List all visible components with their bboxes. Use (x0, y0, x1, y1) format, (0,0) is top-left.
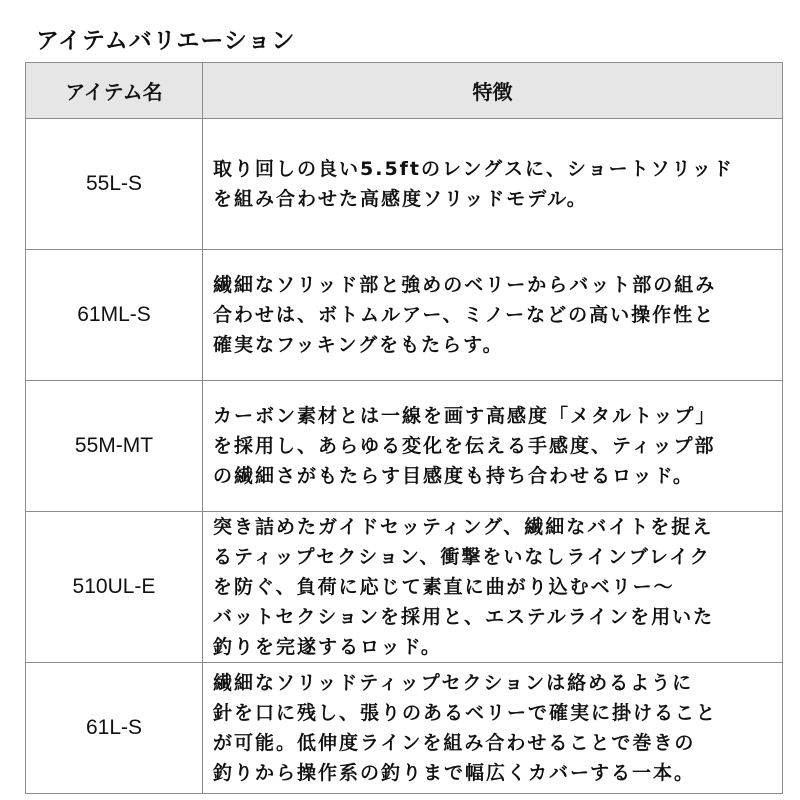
description-line: るティップセクション、衝撃をいなしラインブレイク (213, 546, 711, 568)
description-line: 繊細なソリッドティップセクションは絡めるように (213, 672, 694, 694)
description-line: 突き詰めたガイドセッティング、繊細なバイトを捉え (213, 516, 714, 538)
description-line: の繊細さがもたらす目感度も持ち合わせるロッド。 (213, 465, 694, 487)
item-description-cell (203, 381, 783, 512)
header-item-name: アイテム名 (26, 63, 203, 119)
description-line: 合わせは、ボトムルアー、ミノーなどの高い操作性と (213, 304, 716, 326)
description-line: を採用し、あらゆる変化を伝える手感度、ティップ部 (213, 435, 716, 457)
description-line: カーボン素材とは一線を画す高感度「メタルトップ」 (213, 405, 717, 427)
table-row (26, 250, 783, 381)
table-row (26, 381, 783, 512)
item-name-cell: 61L-S (26, 663, 203, 794)
description-line: 釣りから操作系の釣りまで幅広くカバーする一本。 (213, 762, 696, 784)
description-line: が可能。低伸度ラインを組み合わせることで巻きの (213, 732, 696, 754)
header-features: 特徴 (203, 63, 783, 119)
item-description-cell (203, 250, 783, 381)
description-line: を防ぐ、負荷に応じて素直に曲がり込むベリー～ (213, 576, 675, 598)
item-name-cell: 55M-MT (26, 381, 203, 512)
table-row (26, 663, 783, 794)
item-description-cell (203, 512, 783, 663)
description-line: 取り回しの良い5.5ftのレングスに、ショートソリッド (213, 158, 734, 180)
description-line: 針を口に残し、張りのあるベリーで確実に掛けること (213, 702, 718, 724)
item-description-cell (203, 663, 783, 794)
description-line: を組み合わせた高感度ソリッドモデル。 (213, 188, 588, 210)
table-row (26, 119, 783, 250)
item-name-cell: 510UL-E (26, 512, 203, 663)
item-name-cell: 61ML-S (26, 250, 203, 381)
description-line: 確実なフッキングをもたらす。 (213, 334, 504, 356)
description-line: 繊細なソリッド部と強めのベリーからバット部の組み (213, 274, 717, 296)
table-header-row (26, 63, 783, 119)
item-description-cell (203, 119, 783, 250)
page-title: アイテムバリエーション (36, 28, 296, 54)
description-line: 釣りを完遂するロッド。 (213, 636, 442, 658)
item-variation-table (25, 62, 783, 794)
description-line: バットセクションを採用と、エステルラインを用いた (213, 606, 715, 628)
table-row (26, 512, 783, 663)
item-name-cell: 55L-S (26, 119, 203, 250)
